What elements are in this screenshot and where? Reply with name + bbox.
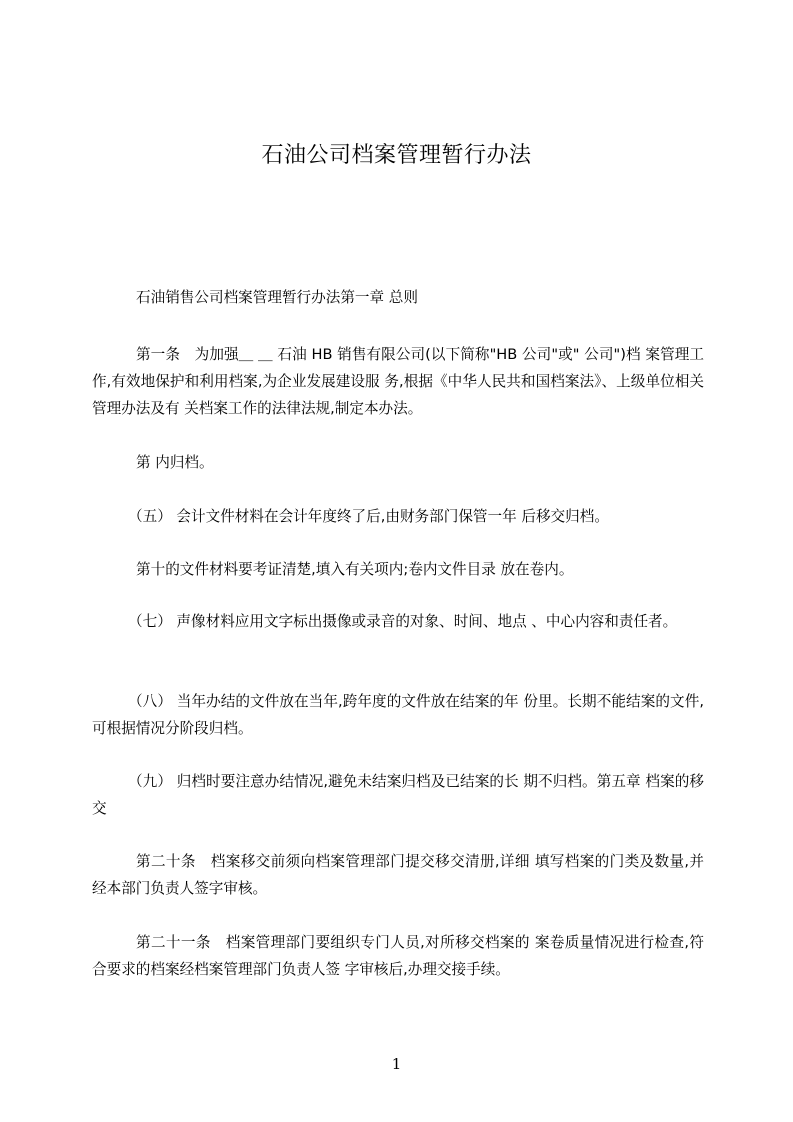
- paragraph-article-21: 第二十一条 档案管理部门要组织专门人员,对所移交档案的 案卷质量情况进行检查,符合要求的档案经档案管理部门负责人签 字审核后,办理交接手续。: [92, 934, 704, 978]
- paragraph-item-9: （九） 归档时要注意办结情况,避免未结案归档及已结案的长 期不归档。第五章 档案的移交: [92, 773, 704, 817]
- paragraph-item-5: （五） 会计文件材料在会计年度终了后,由财务部门保管一年 后移交归档。: [128, 508, 609, 525]
- paragraph-chapter-heading: 石油销售公司档案管理暂行办法第一章 总则: [136, 289, 418, 306]
- paragraph-item-8: （八） 当年办结的文件放在当年,跨年度的文件放在结案的年 份里。长期不能结案的文件,可根据情况分阶段归档。: [92, 693, 704, 737]
- paragraph-article-20: 第二十条 档案移交前须向档案管理部门提交移交清册,详细 填写档案的门类及数量,并经本部门负责人签字审核。: [92, 853, 704, 897]
- paragraph-archive: 第 内归档。: [136, 454, 214, 471]
- paragraph-item-7: （七） 声像材料应用文字标出摄像或录音的对象、时间、地点 、中心内容和责任者。: [128, 613, 678, 630]
- paragraph-article-1: 第一条 为加强＿ ＿ 石油 HB 销售有限公司(以下简称"HB 公司"或" 公司")档 案管理工作,有效地保护和利用档案,为企业发展建设服 务,根据《中华人民共和国档案法》、上级单位相关管理办法及有 关档案工作的法律法规,制定本办法。: [92, 346, 704, 417]
- document-title: 石油公司档案管理暂行办法: [261, 143, 532, 168]
- paragraph-article-10: 第十的文件材料要考证清楚,填入有关项内;卷内文件目录 放在卷内。: [136, 561, 574, 578]
- page-number: 1: [391, 1055, 402, 1073]
